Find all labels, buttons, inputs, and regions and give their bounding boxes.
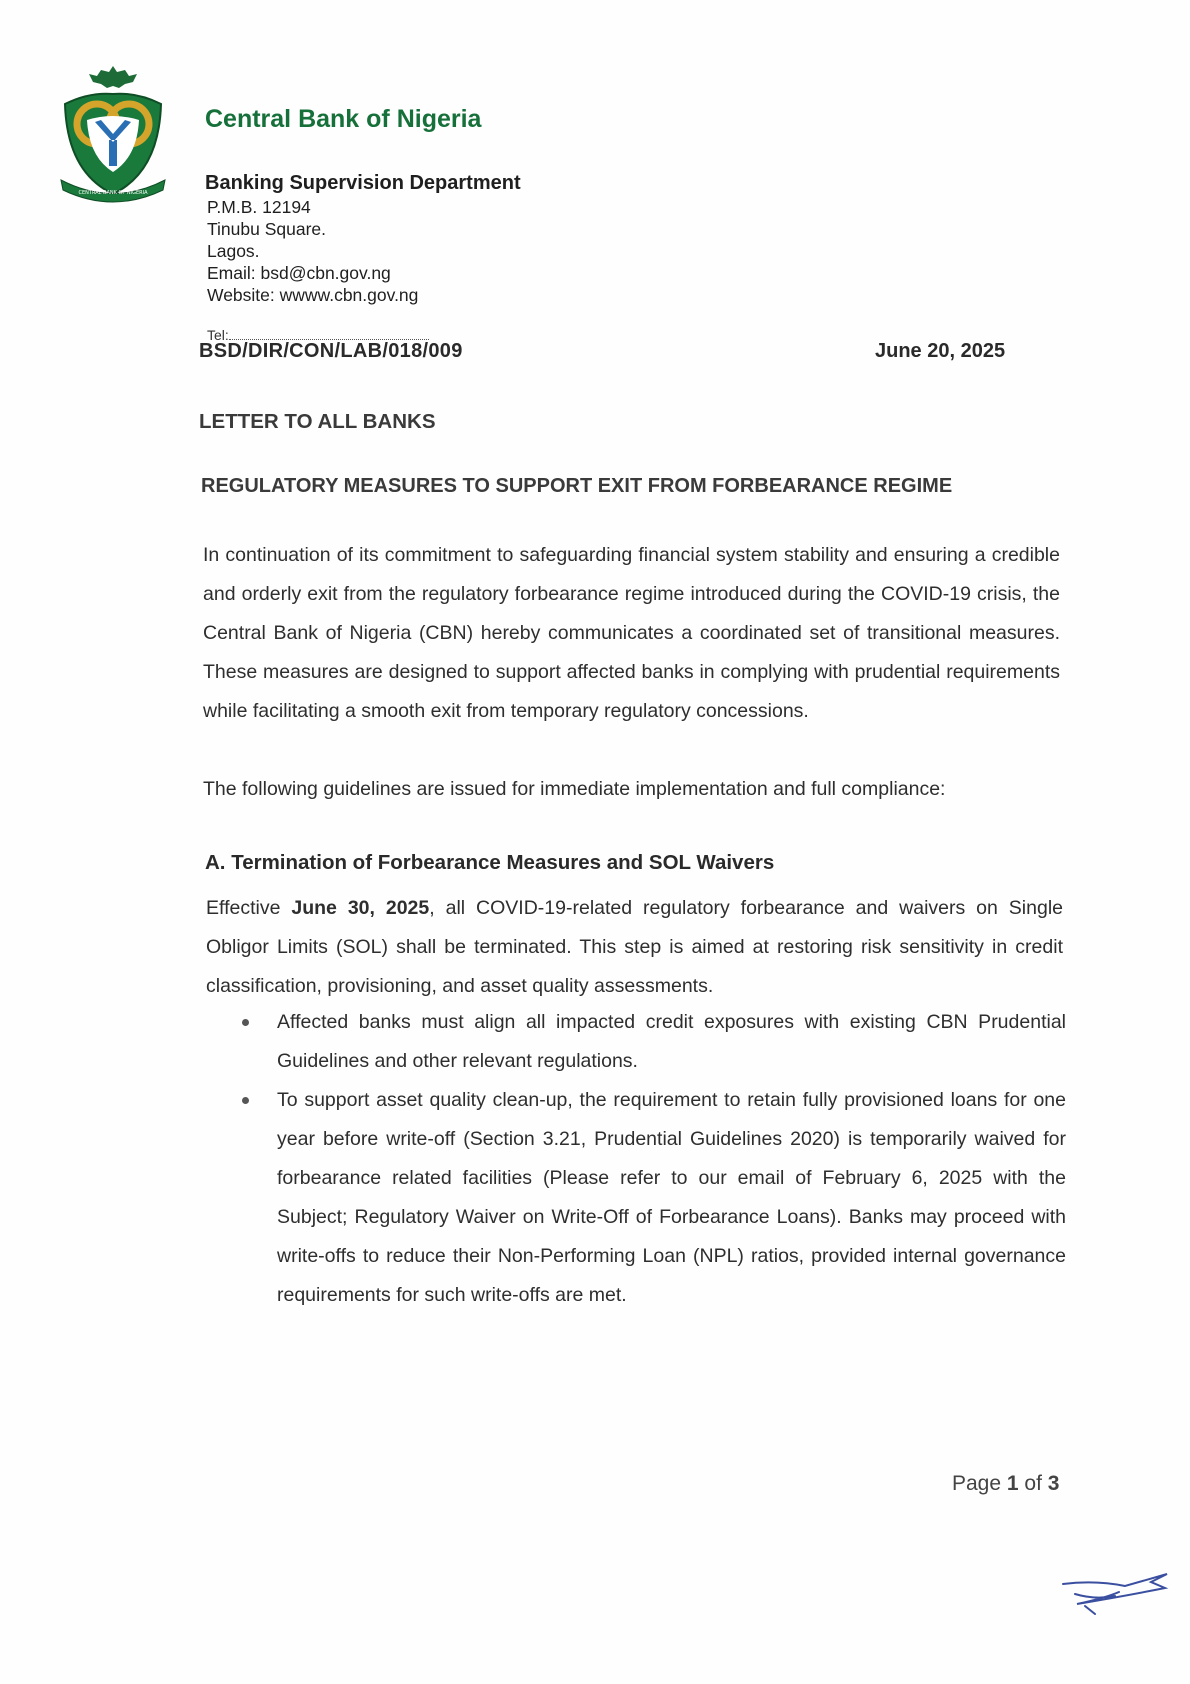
list-item: Affected banks must align all impacted credit exposures with existing CBN Prudential Guidelines and other relevant regulations.: [240, 1003, 1066, 1081]
letter-date: June 20, 2025: [875, 340, 1006, 362]
signature-initials: [1055, 1570, 1180, 1620]
bullet-icon: [242, 1019, 249, 1026]
address-line: Lagos.: [207, 241, 260, 261]
letter-subject: REGULATORY MEASURES TO SUPPORT EXIT FROM FORBEARANCE REGIME: [201, 475, 953, 497]
intro-paragraph: In continuation of its commitment to safeguarding financial system stability and ensuring a credible and orderly exit from the regulatory forbearance regime introduced during the COVID-19 crisis, the Central Bank of Nigeria (CBN) hereby communicates a coordinated set of transitional measures. These measures are designed to support affected banks in complying with prudential requirements while facilitating a smooth exit from temporary regulatory concessions.: [203, 544, 1060, 722]
address-website: Website: wwww.cbn.gov.ng: [207, 285, 419, 305]
address-line: Tinubu Square.: [207, 219, 327, 239]
section-a-heading: A. Termination of Forbearance Measures and SOL Waivers: [205, 851, 775, 874]
tel-label: Tel:: [207, 327, 229, 343]
cbn-crest-logo: [57, 62, 169, 205]
address-line: P.M.B. 12194: [207, 197, 311, 217]
bullet-icon: [242, 1097, 249, 1104]
list-item: To support asset quality clean-up, the requirement to retain fully provisioned loans for one year before write-off (Section 3.21, Prudential Guidelines 2020) is temporarily waived for forbearance related facilities (Please refer to our email of February 6, 2025 with the Subject; Regulatory Waiver on Write-Off of Forbearance Loans). Banks may proceed with write-offs to reduce their Non-Performing Loan (NPL) ratios, provided internal governance requirements for such write-offs are met.: [240, 1081, 1066, 1315]
address-block: [207, 196, 418, 306]
effective-date: June 30, 2025: [291, 897, 430, 919]
svg-text:CENTRAL BANK OF NIGERIA: CENTRAL BANK OF NIGERIA: [78, 190, 148, 196]
page-number: Page 1 of 3: [952, 1472, 1060, 1495]
guidelines-line: The following guidelines are issued for immediate implementation and full compliance:: [203, 778, 946, 800]
reference-number: BSD/DIR/CON/LAB/018/009: [199, 340, 463, 362]
department-name: Banking Supervision Department: [205, 172, 521, 194]
bank-name: Central Bank of Nigeria: [205, 105, 482, 133]
section-a-bullets: [240, 1003, 1066, 1315]
address-email: Email: bsd@cbn.gov.ng: [207, 263, 391, 283]
section-a-paragraph: Effective June 30, 2025, all COVID-19-related regulatory forbearance and waivers on Single Obligor Limits (SOL) shall be terminated. This step is aimed at restoring risk sensitivity in credit classification, provisioning, and asset quality assessments.: [206, 897, 1064, 997]
salutation: LETTER TO ALL BANKS: [199, 410, 436, 433]
